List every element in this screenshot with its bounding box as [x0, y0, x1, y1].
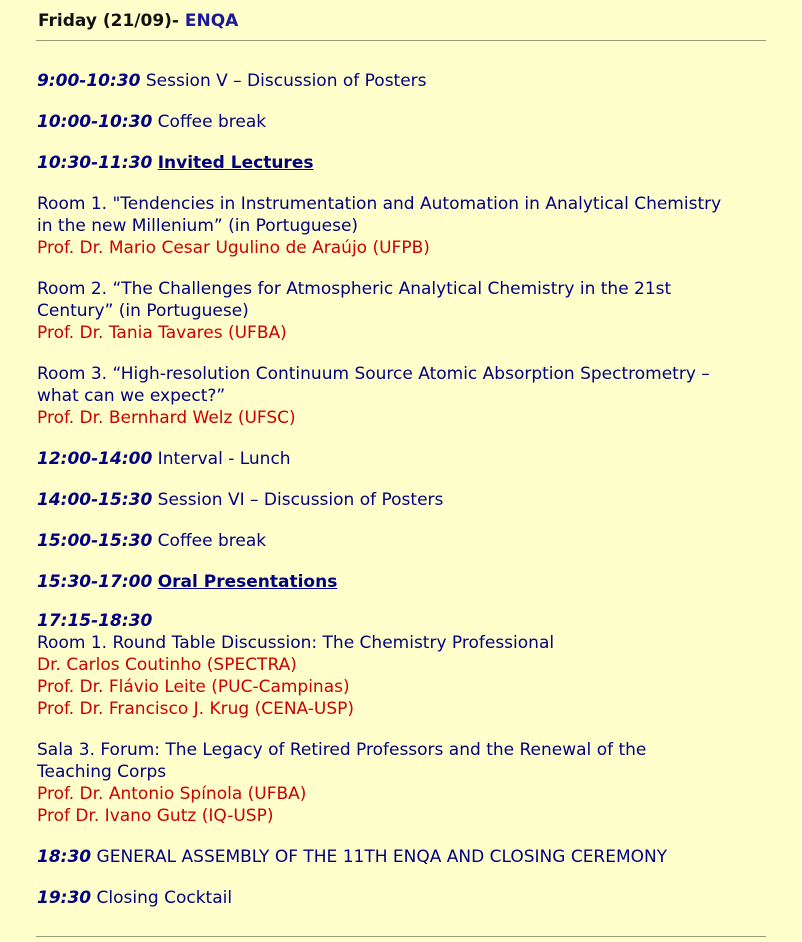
schedule-item-coffee-break-2: [37, 530, 777, 552]
item-text: Session VI – Discussion of Posters: [152, 490, 444, 510]
schedule-item-invited-lectures: [37, 152, 777, 174]
top-divider: [36, 40, 766, 41]
speaker-name: Prof. Dr. Mario Cesar Ugulino de Araújo (UFPB): [37, 238, 430, 258]
schedule-item-oral-presentations: [37, 571, 777, 593]
lecture-room-2: [37, 278, 777, 344]
forum-title: Sala 3. Forum: The Legacy of Retired Professors and the Renewal of the: [37, 740, 647, 760]
schedule-item-general-assembly: [37, 846, 777, 868]
lecture-title: Century” (in Portuguese): [37, 301, 249, 321]
schedule-item-coffee-break-1: [37, 111, 777, 133]
speaker-name: Dr. Carlos Coutinho (SPECTRA): [37, 655, 297, 675]
time-label: 14:00-15:30: [37, 490, 153, 510]
item-text: Coffee break: [152, 531, 267, 551]
time-label: 9:00-10:30: [37, 71, 141, 91]
forum-sala-3: [37, 739, 777, 827]
item-text: Interval - Lunch: [152, 449, 291, 469]
time-label: 19:30: [37, 888, 92, 908]
time-label: 17:15-18:30: [37, 611, 153, 631]
item-text: GENERAL ASSEMBLY OF THE 11TH ENQA AND CLOSING CEREMONY: [91, 847, 668, 867]
speaker-name: Prof. Dr. Bernhard Welz (UFSC): [37, 408, 296, 428]
lecture-title: Room 3. “High-resolution Continuum Source Atomic Absorption Spectrometry –: [37, 364, 710, 384]
event-name: ENQA: [184, 11, 239, 31]
schedule-item-session-vi: [37, 489, 777, 511]
time-label: 18:30: [37, 847, 92, 867]
lecture-title: Room 1. "Tendencies in Instrumentation and Automation in Analytical Chemistry: [37, 194, 722, 214]
forum-title: Teaching Corps: [37, 762, 167, 782]
lecture-title: what can we expect?”: [37, 386, 226, 406]
schedule-item-closing-cocktail: [37, 887, 777, 909]
day-label: Friday (21/09)-: [38, 11, 185, 31]
lecture-room-1: [37, 193, 777, 259]
invited-lectures-link[interactable]: Invited Lectures: [157, 153, 314, 173]
time-label: 10:30-11:30: [37, 153, 153, 173]
speaker-name: Prof. Dr. Tania Tavares (UFBA): [37, 323, 287, 343]
lecture-title: Room 2. “The Challenges for Atmospheric Analytical Chemistry in the 21st: [37, 279, 672, 299]
item-text: Session V – Discussion of Posters: [140, 71, 427, 91]
page-title: [38, 10, 238, 32]
schedule-item-lunch: [37, 448, 777, 470]
lecture-title: in the new Millenium” (in Portuguese): [37, 216, 359, 236]
speaker-name: Prof Dr. Ivano Gutz (IQ-USP): [37, 806, 274, 826]
oral-presentations-link[interactable]: Oral Presentations: [157, 572, 338, 592]
round-table-title: Room 1. Round Table Discussion: The Chemistry Professional: [37, 633, 555, 653]
speaker-name: Prof. Dr. Flávio Leite (PUC-Campinas): [37, 677, 350, 697]
lecture-room-3: [37, 363, 777, 429]
time-label: 15:00-15:30: [37, 531, 153, 551]
item-text: Coffee break: [152, 112, 267, 132]
time-label: 12:00-14:00: [37, 449, 153, 469]
bottom-divider: [36, 936, 766, 937]
schedule-item-round-table: [37, 610, 777, 720]
time-label: 15:30-17:00: [37, 572, 153, 592]
speaker-name: Prof. Dr. Antonio Spínola (UFBA): [37, 784, 307, 804]
time-label: 10:00-10:30: [37, 112, 153, 132]
speaker-name: Prof. Dr. Francisco J. Krug (CENA-USP): [37, 699, 355, 719]
item-text: Closing Cocktail: [91, 888, 233, 908]
schedule-item-session-v: [37, 70, 777, 92]
